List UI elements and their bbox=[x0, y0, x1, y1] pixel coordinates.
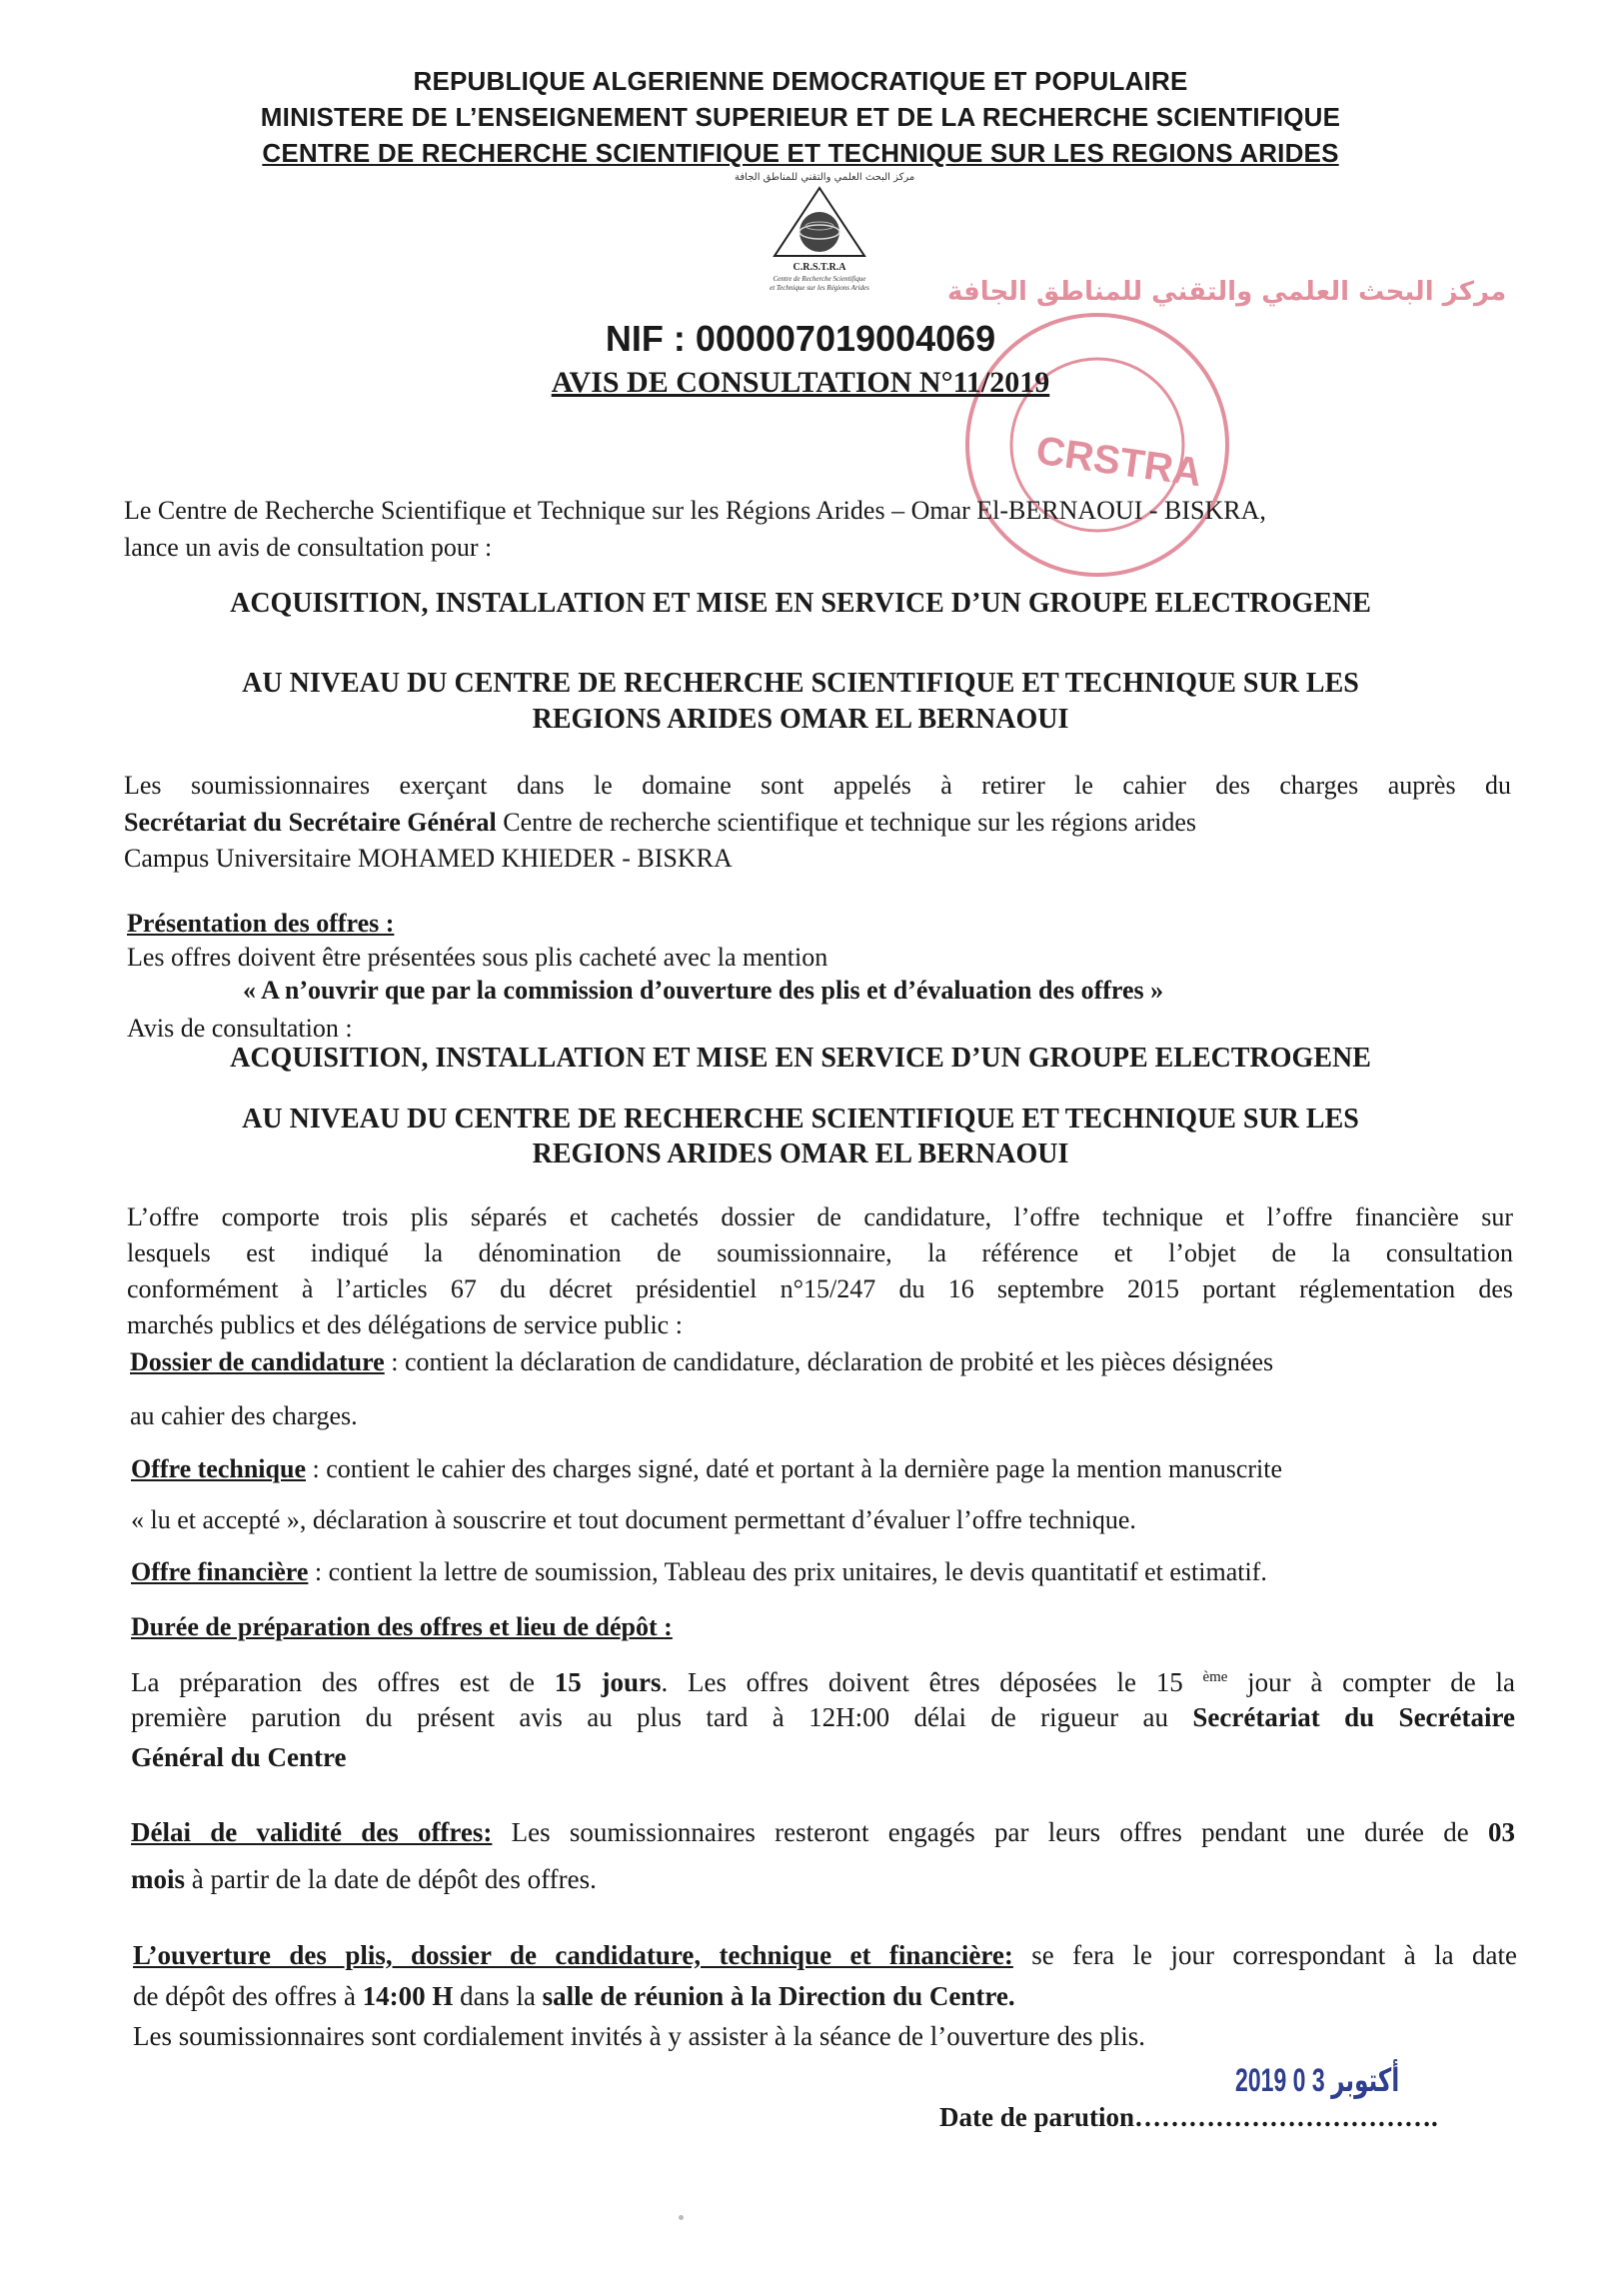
header-ministry: MINISTERE DE L’ENSEIGNEMENT SUPERIEUR ET DE LA RECHERCHE SCIENTIFIQUE bbox=[260, 102, 1341, 132]
technique-line-2: « lu et accepté », déclaration à souscrire et tout document permettant d’évaluer l’offre technique. bbox=[131, 1505, 1136, 1534]
presentation-avis-label: Avis de consultation : bbox=[127, 1014, 353, 1043]
validite-03: 03 bbox=[1488, 1817, 1515, 1847]
technique-line-1-rest: : contient le cahier des charges signé, daté et portant à la dernière page la mention manuscrite bbox=[306, 1454, 1283, 1483]
retrait-line-3: Campus Universitaire MOHAMED KHIEDER - BISKRA bbox=[124, 844, 733, 873]
logo-emblem-icon bbox=[735, 172, 915, 292]
retrait-secretariat: Secrétariat du Secrétaire Général bbox=[124, 808, 497, 837]
stamp-arabic-text: مركز البحث العلمي والتقني للمناطق الجافة bbox=[947, 277, 1507, 307]
ouverture-heading: L’ouverture des plis, dossier de candidature, technique et financière: bbox=[133, 1940, 1013, 1970]
object2-title-1: ACQUISITION, INSTALLATION ET MISE EN SERVICE D’UN GROUPE ELECTROGENE bbox=[230, 1043, 1371, 1074]
ouverture-time: 14:00 H bbox=[362, 1981, 454, 2011]
object2-title-2: AU NIVEAU DU CENTRE DE RECHERCHE SCIENTIFIQUE ET TECHNIQUE SUR LES bbox=[242, 1104, 1359, 1135]
ouverture-line-1 bbox=[133, 1937, 1517, 1973]
presentation-line-1: Les offres doivent être présentées sous plis cacheté avec la mention bbox=[127, 943, 828, 972]
offre-line-2: lesquels est indiqué la dénomination de soumissionnaire, la référence et l’objet de la consultation bbox=[127, 1238, 1513, 1267]
technique-line-1 bbox=[131, 1451, 1282, 1487]
duree-heading: Durée de préparation des offres et lieu de dépôt : bbox=[131, 1612, 673, 1641]
duree-l2-a: première parution du présent avis au plus tard à 12H:00 délai de rigueur au bbox=[131, 1702, 1193, 1732]
validite-line-2 bbox=[131, 1861, 597, 1897]
handwritten-date: 2019 أكتوبر 3 0 bbox=[1235, 2062, 1400, 2098]
duree-line-1 bbox=[131, 1659, 1515, 1700]
validite-l1-rest: Les soumissionnaires resteront engagés par leurs offres pendant une durée de bbox=[492, 1817, 1488, 1847]
duree-l1-b: . Les offres doivent êtres déposées le 15 bbox=[661, 1667, 1203, 1697]
financiere-line-1-rest: : contient la lettre de soumission, Tableau des prix unitaires, le devis quantitatif et estimatif. bbox=[308, 1557, 1267, 1586]
ouverture-l2-a: de dépôt des offres à bbox=[133, 1981, 363, 2011]
crstra-logo bbox=[735, 172, 915, 292]
ouverture-salle: salle de réunion à la Direction du Centre. bbox=[542, 1981, 1015, 2011]
ouverture-l1-rest: se fera le jour correspondant à la date bbox=[1012, 1940, 1517, 1970]
nif-number: NIF : 000007019004069 bbox=[605, 318, 996, 359]
object2-title-3: REGIONS ARIDES OMAR EL BERNAOUI bbox=[532, 1139, 1069, 1169]
scan-speck bbox=[679, 2215, 684, 2220]
retrait-line-2-rest: Centre de recherche scientifique et technique sur les régions arides bbox=[496, 808, 1197, 837]
avis-title: AVIS DE CONSULTATION N°11/2019 bbox=[551, 366, 1050, 399]
validite-mois: mois bbox=[131, 1864, 185, 1894]
logo-subtitle-2: et Technique sur les Régions Arides bbox=[770, 284, 869, 292]
logo-arabic-text: مركز البحث العلمي والتقني للمناطق الجافة bbox=[735, 172, 915, 183]
dossier-line-1 bbox=[130, 1344, 1273, 1380]
intro-line-2: lance un avis de consultation pour : bbox=[124, 533, 493, 562]
ouverture-l2-b: dans la bbox=[453, 1981, 543, 2011]
presentation-heading: Présentation des offres : bbox=[127, 909, 395, 938]
dossier-line-2: au cahier des charges. bbox=[130, 1401, 358, 1430]
ouverture-line-3: Les soumissionnaires sont cordialement invités à y assister à la séance de l’ouverture des plis. bbox=[133, 2021, 1145, 2051]
validite-l2-rest: à partir de la date de dépôt des offres. bbox=[185, 1864, 597, 1894]
object-title-2: AU NIVEAU DU CENTRE DE RECHERCHE SCIENTIFIQUE ET TECHNIQUE SUR LES bbox=[242, 668, 1359, 699]
date-parution: Date de parution……………………………. bbox=[939, 2102, 1438, 2132]
duree-secretariat: Secrétariat du Secrétaire bbox=[1192, 1702, 1515, 1732]
stamp-text: CRSTRA bbox=[1033, 428, 1205, 496]
offre-line-1: L’offre comporte trois plis séparés et cachetés dossier de candidature, l’offre technique et l’offre financière sur bbox=[127, 1202, 1513, 1231]
avis-title-wrap bbox=[0, 366, 1601, 400]
financiere-heading: Offre financière bbox=[131, 1557, 309, 1586]
header-centre-wrap bbox=[0, 138, 1601, 169]
validite-line-1 bbox=[131, 1814, 1515, 1850]
object-title-1: ACQUISITION, INSTALLATION ET MISE EN SERVICE D’UN GROUPE ELECTROGENE bbox=[230, 588, 1371, 619]
offre-line-3: conformément à l’articles 67 du décret présidentiel n°15/247 du 16 septembre 2015 portant réglementation des bbox=[127, 1274, 1513, 1303]
duree-l1-a: La préparation des offres est de bbox=[131, 1667, 555, 1697]
offre-line-4: marchés publics et des délégations de service public : bbox=[127, 1310, 683, 1339]
validite-heading: Délai de validité des offres: bbox=[131, 1817, 493, 1847]
duree-15-jours: 15 jours bbox=[554, 1667, 662, 1697]
retrait-line-1: Les soumissionnaires exerçant dans le domaine sont appelés à retirer le cahier des charges auprès du bbox=[124, 771, 1511, 800]
header-republic: REPUBLIQUE ALGERIENNE DEMOCRATIQUE ET POPULAIRE bbox=[413, 66, 1188, 96]
technique-heading: Offre technique bbox=[131, 1454, 306, 1483]
intro-line-1: Le Centre de Recherche Scientifique et Technique sur les Régions Arides – Omar El-BERNAOUI - BISKRA, bbox=[124, 496, 1266, 525]
dossier-line-1-rest: : contient la déclaration de candidature, déclaration de probité et les pièces désignées bbox=[384, 1347, 1274, 1376]
duree-line-3: Général du Centre bbox=[131, 1742, 347, 1772]
presentation-mention: « A n’ouvrir que par la commission d’ouverture des plis et d’évaluation des offres » bbox=[243, 976, 1164, 1005]
duree-l1-c: jour à compter de la bbox=[1227, 1667, 1515, 1697]
logo-subtitle-1: Centre de Recherche Scientifique bbox=[773, 275, 866, 283]
duree-ordinal: ème bbox=[1202, 1669, 1228, 1685]
dossier-heading: Dossier de candidature bbox=[130, 1347, 385, 1376]
object-title-3: REGIONS ARIDES OMAR EL BERNAOUI bbox=[532, 704, 1069, 735]
logo-acronym: C.R.S.T.R.A bbox=[793, 262, 846, 273]
financiere-line-1 bbox=[131, 1554, 1267, 1590]
header-centre: CENTRE DE RECHERCHE SCIENTIFIQUE ET TECHNIQUE SUR LES REGIONS ARIDES bbox=[262, 138, 1339, 168]
ouverture-line-2 bbox=[133, 1978, 1015, 2014]
retrait-line-2 bbox=[124, 805, 1196, 841]
duree-line-2 bbox=[131, 1699, 1515, 1735]
